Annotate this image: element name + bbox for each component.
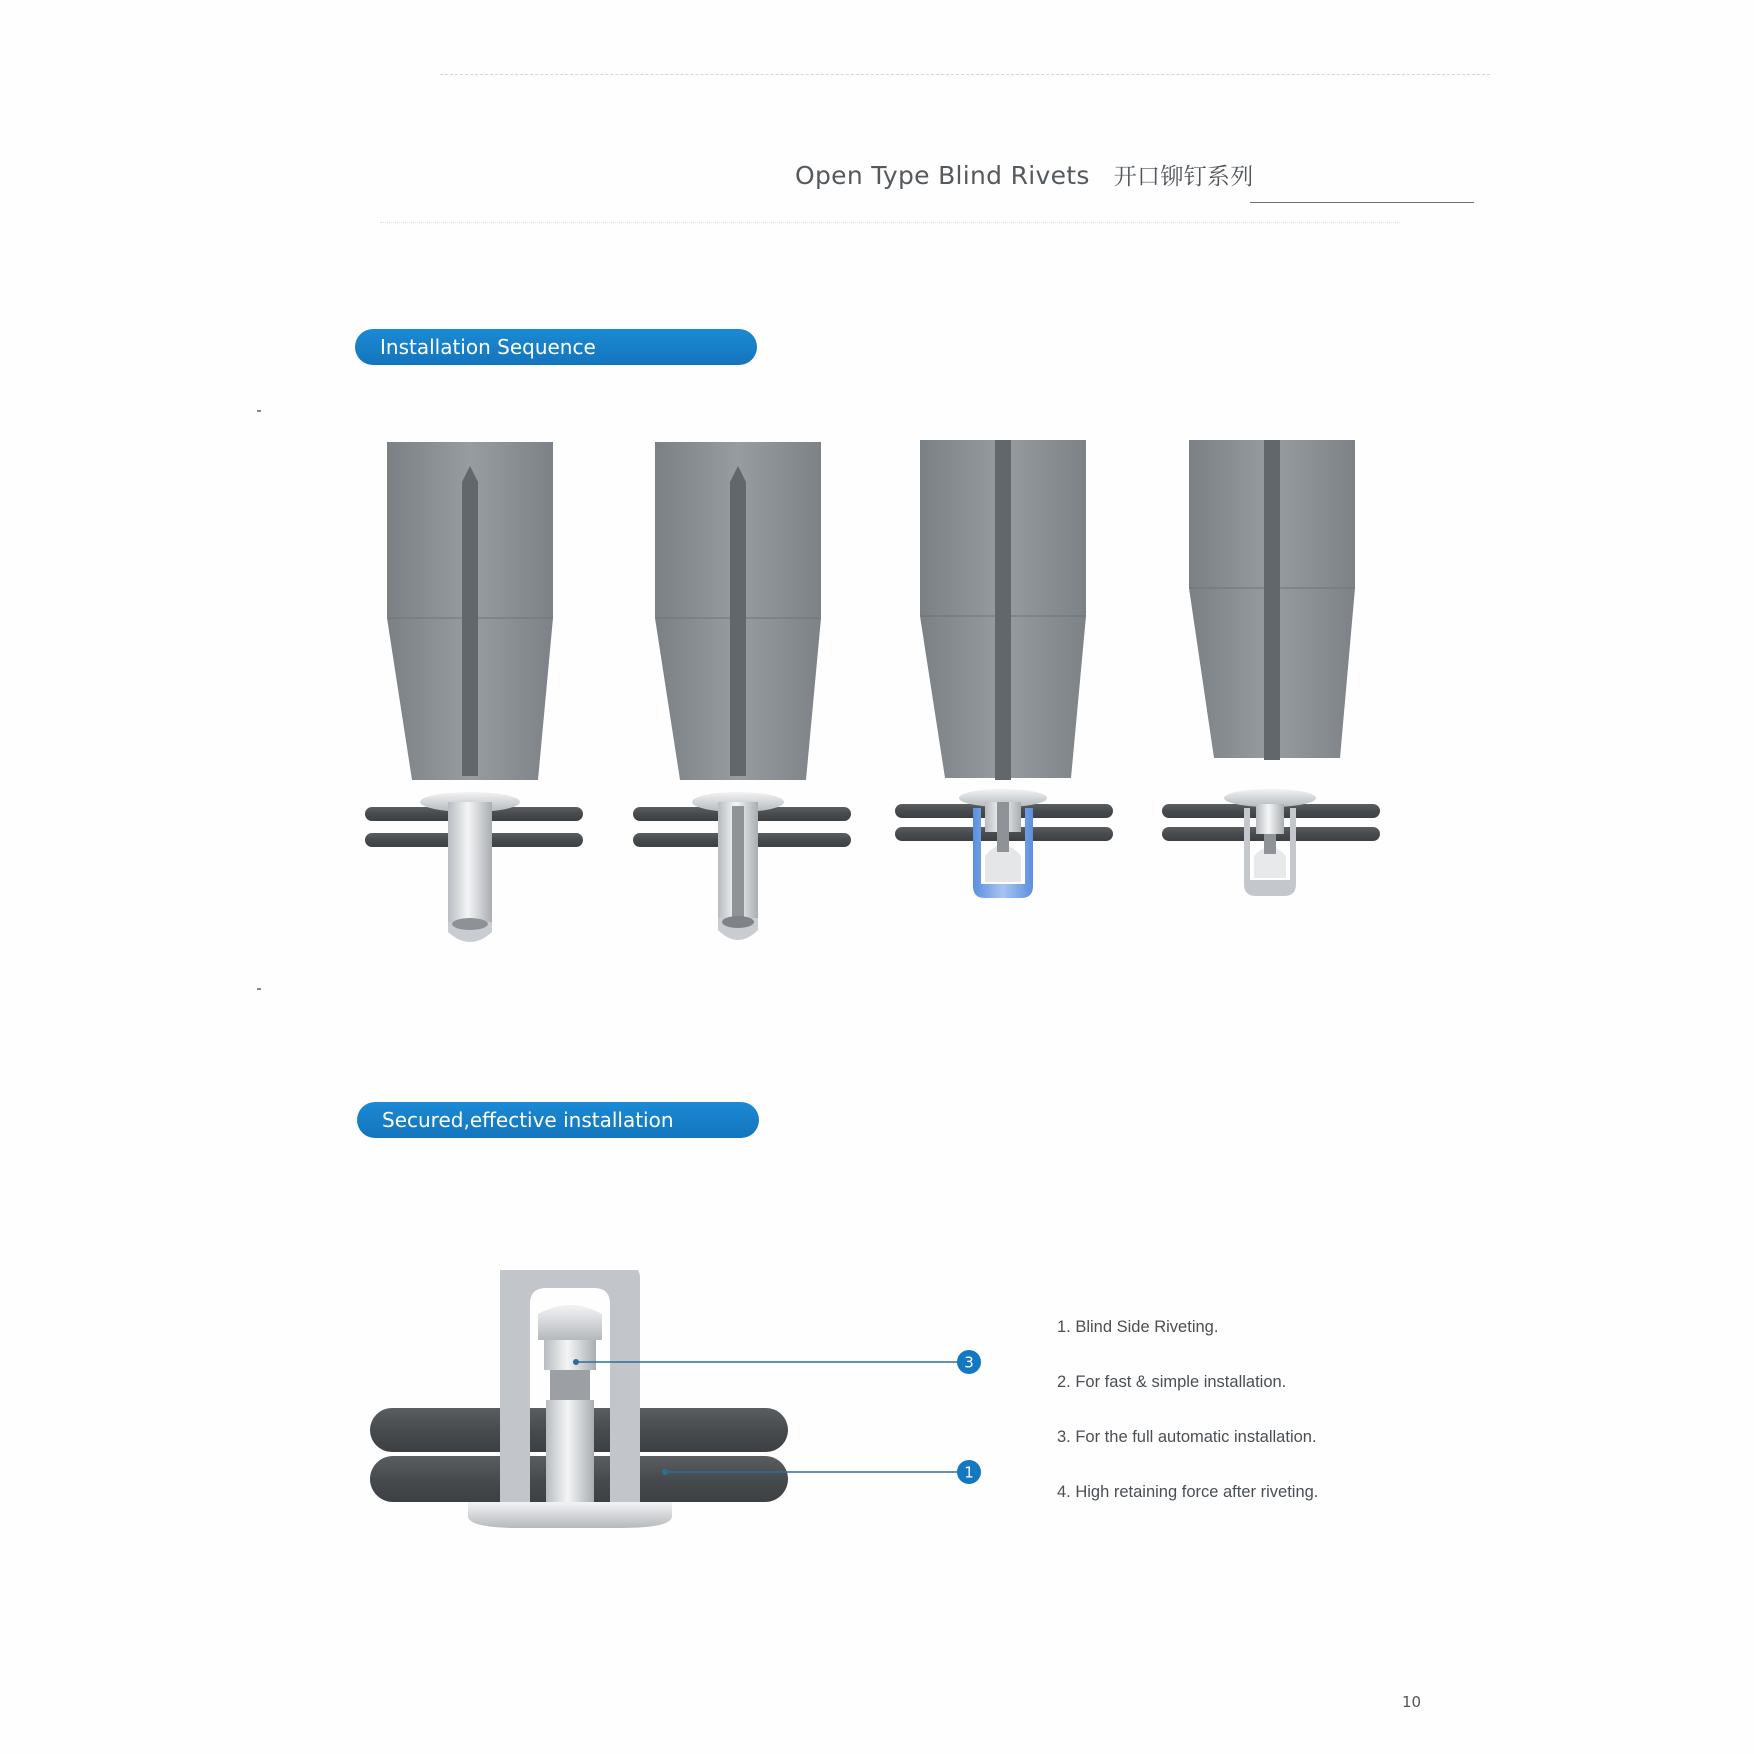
benefit-item: 1. Blind Side Riveting. xyxy=(1057,1318,1219,1336)
callout-label-3: 3 xyxy=(964,1353,974,1372)
callout-badge-1 xyxy=(957,1460,981,1484)
secured-installation-heading: Secured,effective installation xyxy=(357,1102,759,1138)
scan-edge-mark xyxy=(257,988,261,990)
installation-sequence-heading: Installation Sequence xyxy=(355,329,757,365)
page-title-en: Open Type Blind Rivets xyxy=(795,161,1090,190)
header-underline xyxy=(1250,202,1474,203)
rivet-cross-section-figure xyxy=(360,1270,1000,1540)
page-number: 10 xyxy=(1402,1693,1422,1711)
installation-sequence-figure xyxy=(360,436,1410,956)
step-1-insert xyxy=(365,442,583,942)
step-4-set xyxy=(1162,440,1380,896)
page-title-cn: 开口铆钉系列 xyxy=(1113,164,1254,190)
benefit-item: 3. For the full automatic installation. xyxy=(1057,1428,1317,1446)
callout-badge-3 xyxy=(957,1350,981,1374)
step-2-position xyxy=(633,442,851,940)
page-top-rule xyxy=(440,74,1490,75)
scan-edge-mark xyxy=(257,410,261,412)
benefit-item: 2. For fast & simple installation. xyxy=(1057,1373,1287,1391)
step-3-pull xyxy=(895,440,1113,898)
callout-label-1: 1 xyxy=(964,1463,974,1482)
benefits-list xyxy=(1057,1318,1318,1538)
benefit-item: 4. High retaining force after riveting. xyxy=(1057,1483,1319,1501)
page-title xyxy=(795,158,1254,191)
page-sub-rule xyxy=(380,222,1400,223)
